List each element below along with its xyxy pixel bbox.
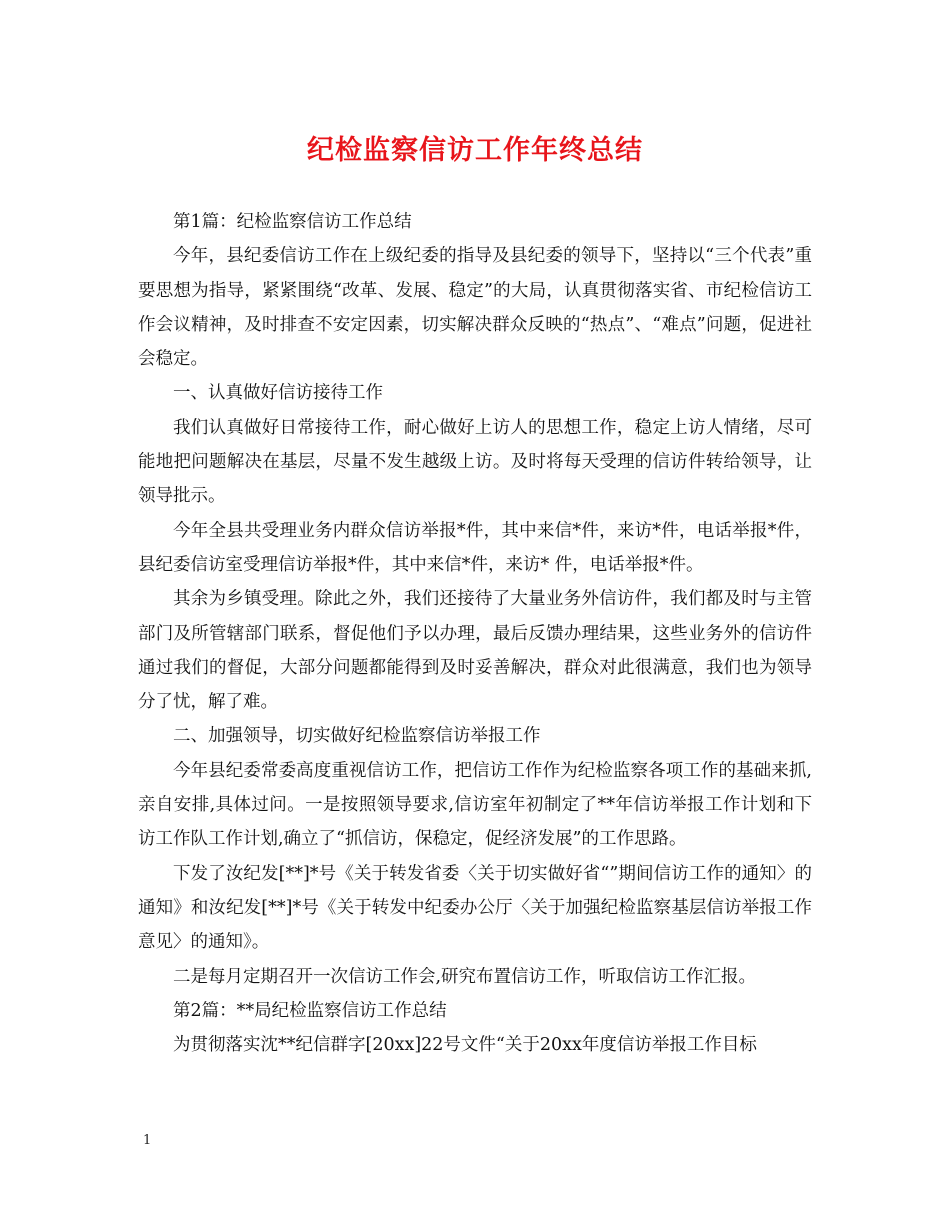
section-heading: 第1篇：纪检监察信访工作总结 — [173, 212, 412, 232]
paragraph: 今年县纪委常委高度重视信访工作，把信访工作作为纪检监察各项工作的基础来抓,亲自安排,具体过问。一是按照领导要求,信访室年初制定了**年信访举报工作计划和下访工作队工作计划,确立了“抓信访，保稳定，促经济发展”的工作思路。 — [138, 760, 812, 850]
paragraph: 下发了汝纪发[**]*号《关于转发省委〈关于切实做好省“”期间信访工作的通知〉的通知》和汝纪发[**]*号《关于转发中纪委办公厅〈关于加强纪检监察基层信访举报工作意见〉的通知》。 — [138, 863, 812, 953]
paragraph: 其余为乡镇受理。除此之外，我们还接待了大量业务外信访件，我们都及时与主管部门及所管辖部门联系，督促他们予以办理，最后反馈办理结果，这些业务外的信访件通过我们的督促，大部分问题都能得到及时妥善解决，群众对此很满意，我们也为领导分了忧，解了难。 — [138, 589, 812, 713]
paragraph: 我们认真做好日常接待工作，耐心做好上访人的思想工作，稳定上访人情绪，尽可能地把问题解决在基层，尽量不发生越级上访。及时将每天受理的信访件转给领导，让领导批示。 — [138, 417, 812, 507]
paragraph: 今年全县共受理业务内群众信访举报*件，其中来信*件，来访*件，电话举报*件，县纪委信访室受理信访举报*件，其中来信*件，来访* 件，电话举报*件。 — [138, 520, 812, 575]
paragraph: 今年，县纪委信访工作在上级纪委的指导及县纪委的领导下，坚持以“三个代表”重要思想为指导，紧紧围绕“改革、发展、稳定”的大局，认真贯彻落实省、市纪检信访工作会议精神，及时排查不安定因素，切实解决群众反映的“热点”、“难点”问题，促进社会稳定。 — [138, 246, 812, 370]
paragraph: 为贯彻落实沈**纪信群字[20xx]22号文件“关于20xx年度信访举报工作目标 — [173, 1035, 757, 1056]
section-heading: 第2篇：**局纪检监察信访工作总结 — [173, 1000, 447, 1021]
section-heading: 一、认真做好信访接待工作 — [173, 383, 383, 404]
document-body — [138, 205, 812, 1062]
section-heading: 二、加强领导，切实做好纪检监察信访举报工作 — [173, 726, 541, 747]
document-title: 纪检监察信访工作年终总结 — [307, 135, 643, 166]
paragraph: 二是每月定期召开一次信访工作会,研究布置信访工作，听取信访工作汇报。 — [173, 966, 757, 987]
page-number: 1 — [143, 1133, 152, 1148]
